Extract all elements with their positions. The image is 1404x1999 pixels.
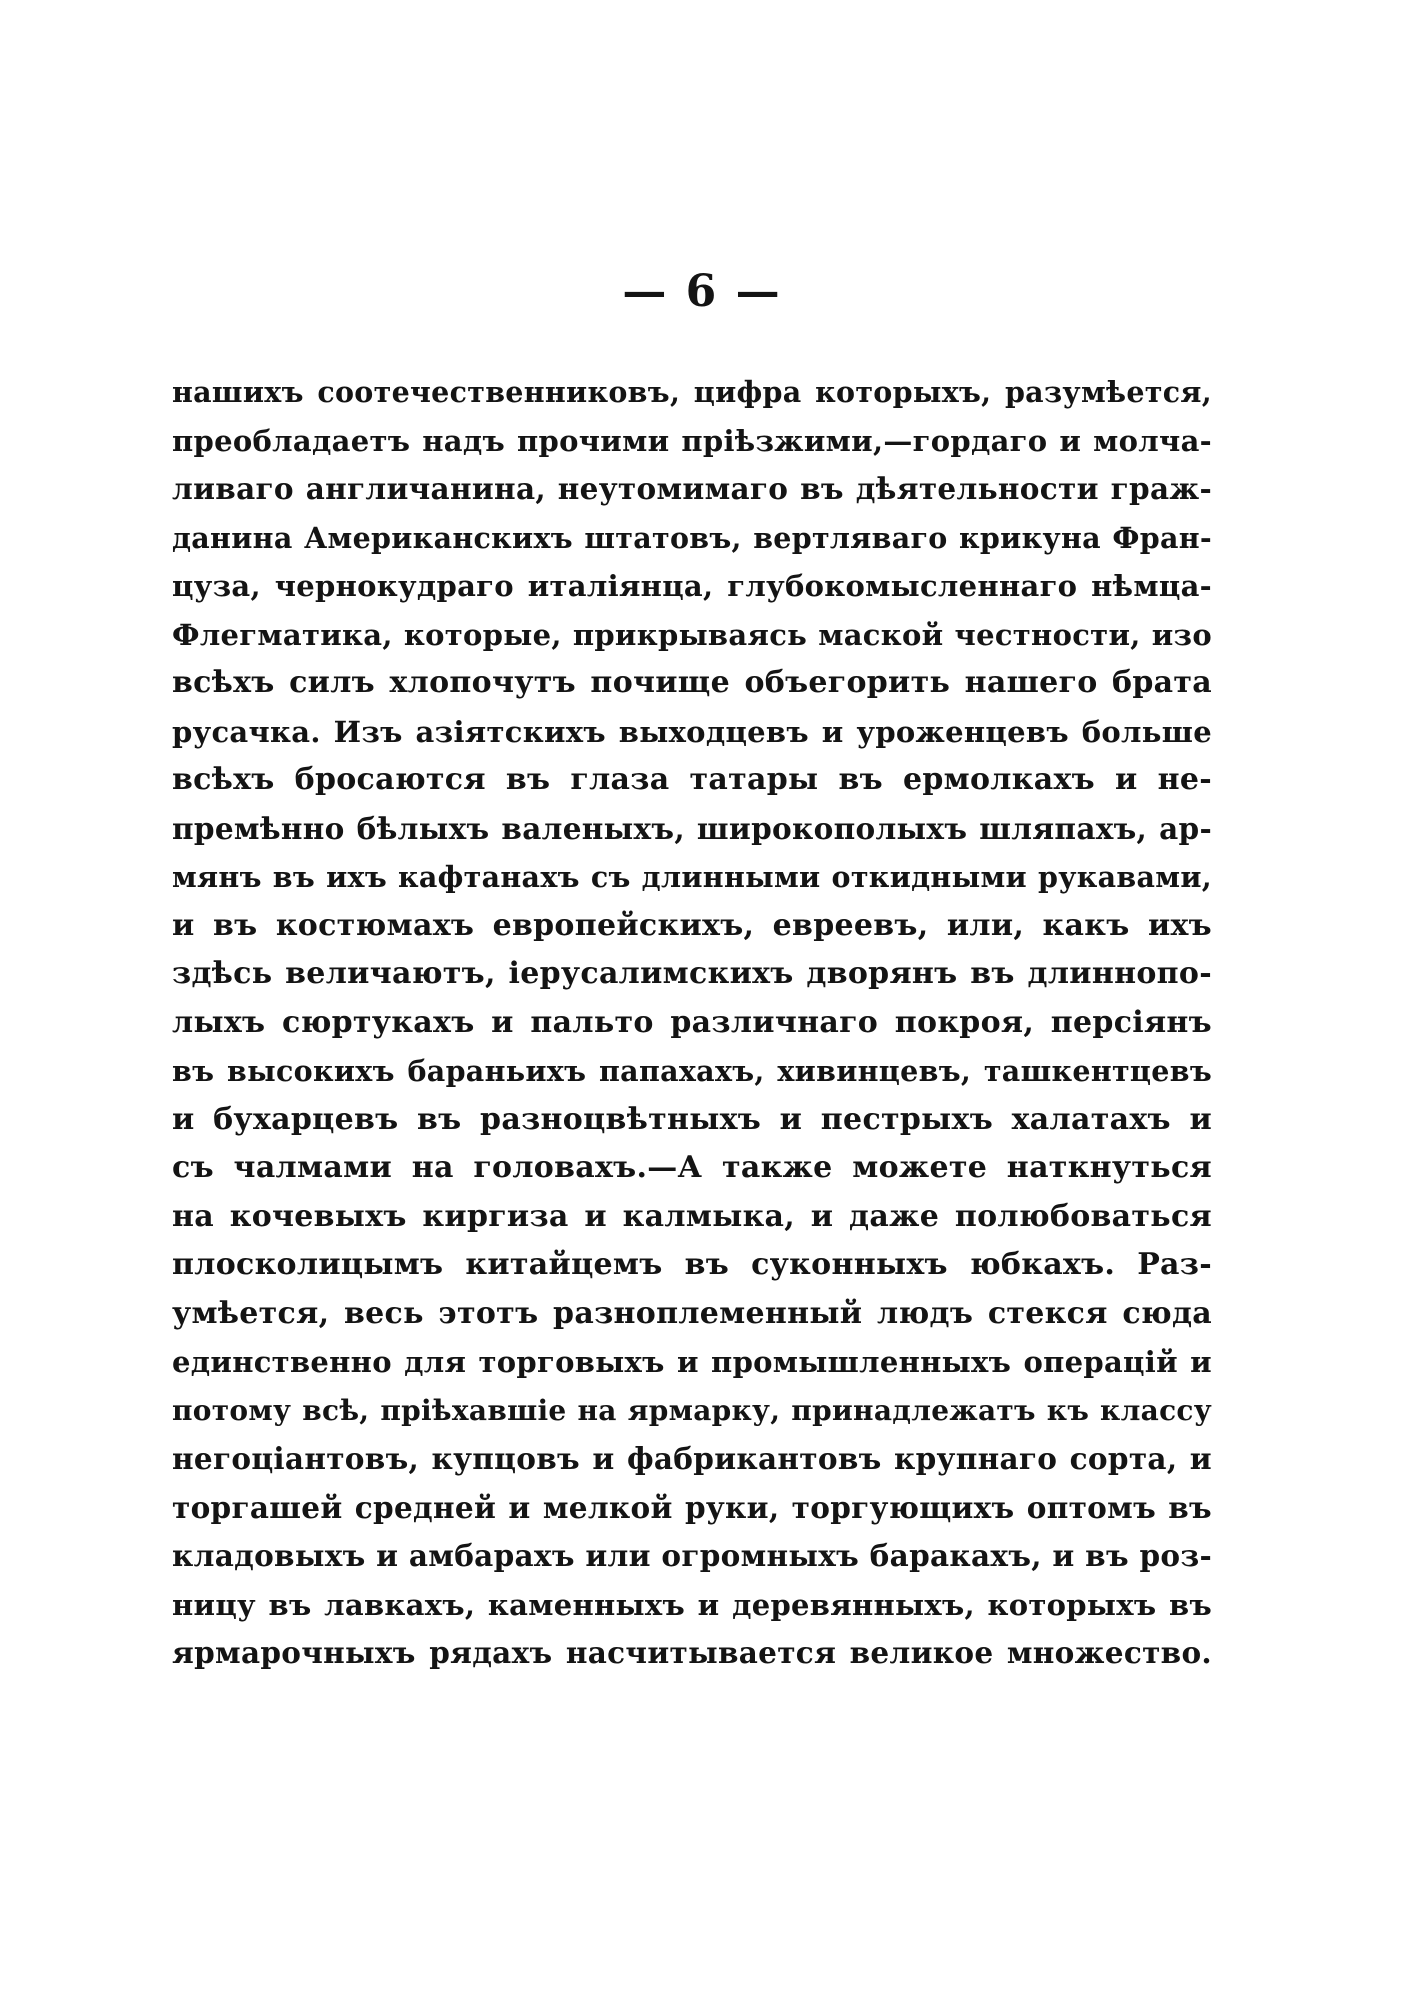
text-line: умѣется, весь этотъ разноплеменный людъ стекся сюда — [172, 1295, 1212, 1331]
text-line: Флегматика, которые, прикрываясь маской честности, изо — [172, 617, 1212, 652]
text-line: плосколицымъ китайцемъ въ суконныхъ юбкахъ. Раз- — [172, 1247, 1212, 1282]
text-line: всѣхъ силъ хлопочутъ почище объегорить нашего брата — [172, 665, 1212, 700]
text-line: съ чалмами на головахъ.—А также можете наткнуться — [172, 1150, 1212, 1185]
text-line: цуза, чернокудраго италіянца, глубокомысленнаго нѣмца- — [172, 569, 1212, 603]
text-line: здѣсь величаютъ, іерусалимскихъ дворянъ въ длиннопо- — [172, 956, 1212, 991]
text-line: преобладаетъ надъ прочими пріѣзжими,—гордаго и молча- — [172, 423, 1212, 458]
text-line: русачка. Изъ азіятскихъ выходцевъ и уроженцевъ больше — [172, 714, 1212, 749]
text-line: мянъ въ ихъ кафтанахъ съ длинными откидными рукавами, — [172, 860, 1212, 894]
page-number: — 6 — — [622, 266, 782, 317]
text-line: негоціантовъ, купцовъ и фабрикантовъ крупнаго сорта, и — [172, 1441, 1212, 1476]
text-line: и въ костюмахъ европейскихъ, евреевъ, или, какъ ихъ — [172, 907, 1212, 943]
text-line: на кочевыхъ киргиза и калмыка, и даже полюбоваться — [172, 1198, 1212, 1234]
text-line: ливаго англичанина, неутомимаго въ дѣятельности граж- — [172, 471, 1212, 506]
text-line: данина Американскихъ штатовъ, вертляваго крикуна Фран- — [172, 520, 1212, 555]
text-line: торгашей средней и мелкой руки, торгующихъ оптомъ въ — [172, 1489, 1212, 1525]
text-line: ницу въ лавкахъ, каменныхъ и деревянныхъ, которыхъ въ — [172, 1587, 1212, 1622]
text-line: потому всѣ, пріѣхавшіе на ярмарку, принадлежатъ къ классу — [172, 1393, 1212, 1427]
text-line: въ высокихъ бараньихъ папахахъ, хивинцевъ, ташкентцевъ — [172, 1054, 1212, 1088]
text-line: лыхъ сюртукахъ и пальто различнаго покроя, персіянъ — [172, 1004, 1212, 1040]
text-line: ярмарочныхъ рядахъ насчитывается великое множество. — [172, 1635, 1212, 1670]
text-line: нашихъ соотечественниковъ, цифра которыхъ, разумѣется, — [172, 375, 1212, 409]
text-line: всѣхъ бросаются въ глаза татары въ ермолкахъ и не- — [172, 762, 1212, 797]
text-line: кладовыхъ и амбарахъ или огромныхъ баракахъ, и въ роз- — [172, 1538, 1213, 1573]
body-text — [172, 368, 1212, 1678]
text-line: единственно для торговыхъ и промышленныхъ операцій и — [172, 1345, 1212, 1379]
text-line: премѣнно бѣлыхъ валеныхъ, широкополыхъ шляпахъ, ар- — [172, 810, 1212, 846]
text-line: и бухарцевъ въ разноцвѣтныхъ и пестрыхъ халатахъ и — [172, 1101, 1212, 1137]
